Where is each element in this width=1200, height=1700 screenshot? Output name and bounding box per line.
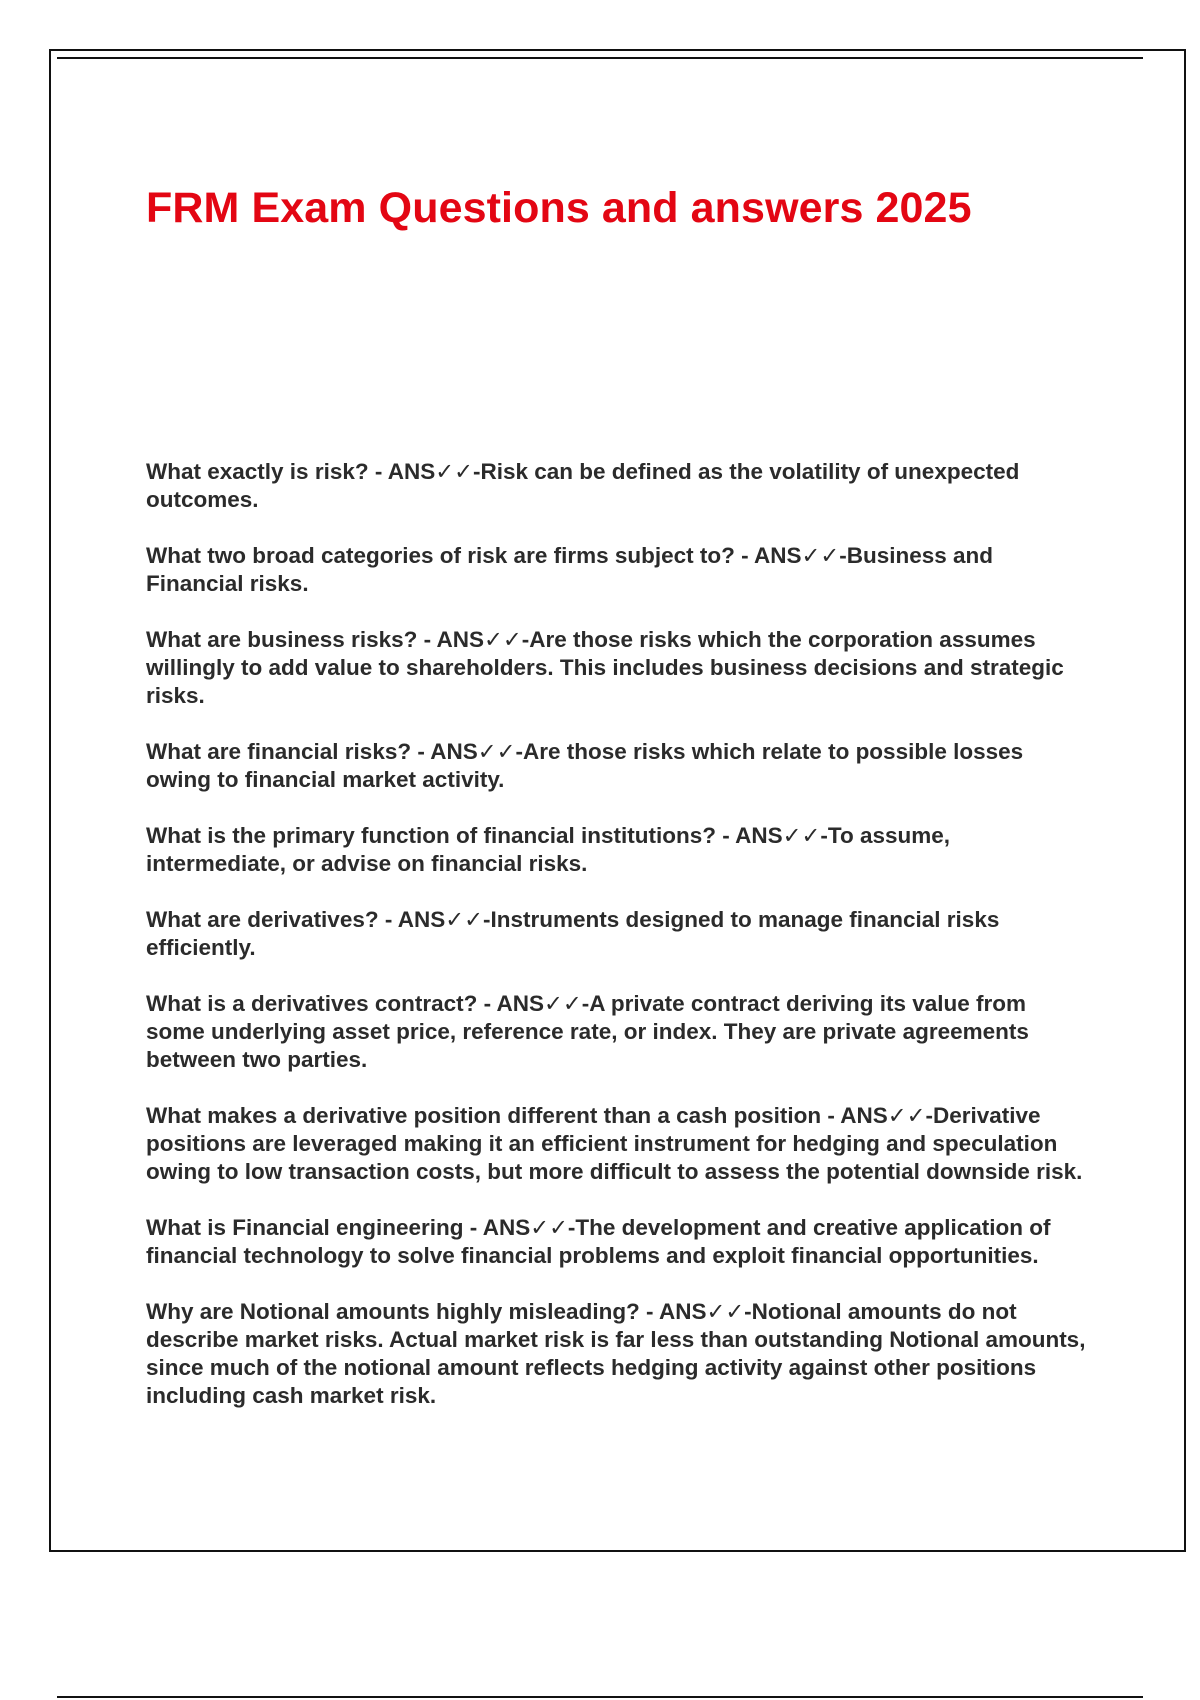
qa-item: What is the primary function of financial institutions? - ANS✓✓-To assume, intermediate, or advise on financial risks. (146, 823, 951, 876)
qa-item: What exactly is risk? - ANS✓✓-Risk can be defined as the volatility of unexpected outcomes. (146, 459, 1020, 512)
top-divider (57, 57, 1143, 59)
qa-item: Why are Notional amounts highly misleading? - ANS✓✓-Notional amounts do not describe market risks. Actual market risk is far less than outstanding Notional amounts, since much of the notional amount reflects hedging activity against other positions including cash market risk. (146, 1299, 1086, 1408)
qa-item: What are financial risks? - ANS✓✓-Are those risks which relate to possible losses owing to financial market activity. (146, 739, 1024, 792)
qa-item: What is a derivatives contract? - ANS✓✓-A private contract deriving its value from some underlying asset price, reference rate, or index. They are private agreements between two parties. (146, 991, 1029, 1072)
qa-list (146, 458, 1086, 1438)
document-title: FRM Exam Questions and answers 2025 (146, 184, 972, 232)
qa-item: What makes a derivative position different than a cash position - ANS✓✓-Derivative positions are leveraged making it an efficient instrument for hedging and speculation owing to low transaction costs, but more difficult to assess the potential downside risk. (146, 1103, 1083, 1184)
qa-item: What is Financial engineering - ANS✓✓-The development and creative application of financial technology to solve financial problems and exploit financial opportunities. (146, 1215, 1051, 1268)
qa-item: What are business risks? - ANS✓✓-Are those risks which the corporation assumes willingly to add value to shareholders. This includes business decisions and strategic risks. (146, 627, 1064, 708)
qa-item: What are derivatives? - ANS✓✓-Instruments designed to manage financial risks efficiently. (146, 907, 1000, 960)
qa-item: What two broad categories of risk are firms subject to? - ANS✓✓-Business and Financial risks. (146, 543, 994, 596)
bottom-divider (57, 1696, 1143, 1698)
